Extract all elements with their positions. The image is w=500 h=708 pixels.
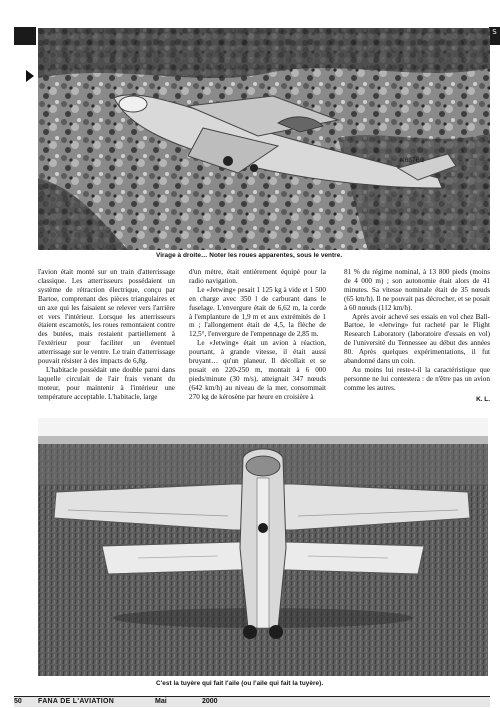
paragraph: Le «Jetwing» était un avion à réaction, pourtant, à grande vitesse, il était aussi bruyant… qu'un planeur. Il décollait et se posait en 220-250 m, montait à 6 000 pieds/minute (30 m/s), atteignait 347 nœuds (642 km/h) au niveau de la mer, consommait 270 kg de kérosène par heure en croisière à xyxy=(189,339,326,401)
photo-banking-aircraft xyxy=(38,28,490,250)
article-column-3 xyxy=(344,268,490,405)
corner-tab xyxy=(14,27,36,45)
paragraph: L'habitacle possédait une double paroi dans laquelle circulait de l'air frais venant du moteur, pour maintenir à l'intérieur une température acceptable. L'habitacle, large xyxy=(38,365,175,401)
photo-aircraft-on-grass xyxy=(38,418,488,676)
magazine-title: FANA DE L'AVIATION xyxy=(38,698,115,705)
grass-field-image xyxy=(38,418,488,676)
rocky-background-image xyxy=(38,28,490,250)
author-signature: K. L. xyxy=(476,395,490,403)
page-number: 50 xyxy=(14,698,22,705)
paragraph: Au moins lui reste-t-il la caractéristique que personne ne lui contestera : de n'être pas un avion comme les autres. xyxy=(344,365,490,392)
article-column-2 xyxy=(189,268,326,402)
article-column-1 xyxy=(38,268,175,402)
paragraph: Après avoir achevé ses essais en vol chez Ball-Bartoe, le «Jetwing» fut racheté par le Flight Research Laboratory (laboratoire d'essais en vol) de l'université du Tennessee au début des années 80. Après quelques expérimentations, il fut abandonné dans un coin. xyxy=(344,312,490,366)
paragraph: l'avion était monté sur un train d'atterrissage classique. Les atterrisseurs possédaient un système de rétraction électrique, conçu par Bartoe, comprenant des pièces triangulaires et un axe qui les faisaient se relever vers l'arrière et vers l'intérieur. Lorsque les atterrisseurs étaient escamotés, les roues remontaient contre des butées, mais restaient partiellement à l'extérieur pour faciliter un éventuel atterrissage sur le ventre. Le train d'atterrissage pouvait résister à des impacts de 6,8g. xyxy=(38,268,175,366)
caption-top-photo: Virage à droite… Noter les roues apparentes, sous le ventre. xyxy=(156,252,343,259)
caption-bottom-photo: C'est la tuyère qui fait l'aile (ou l'aile qui fait la tuyère). xyxy=(156,680,324,687)
paragraph: d'un mètre, était entièrement équipé pour la radio navigation. xyxy=(189,268,326,285)
aircraft-registration: N637BC xyxy=(400,157,425,164)
edge-mark: S xyxy=(489,27,500,45)
issue-year: 2000 xyxy=(202,698,218,705)
arrow-icon xyxy=(26,70,34,82)
issue-month: Mai xyxy=(155,698,167,705)
paragraph: 81 % du régime nominal, à 13 800 pieds (moins de 4 000 m) ; son autonomie était alors de 41 minutes. Sa vitesse nominale était de 35 nœuds (65 km/h). Il ne pouvait pas décrocher, et se posait à 60 nœuds (112 km/h). xyxy=(344,268,490,312)
paragraph: Le «Jetwing» pesait 1 125 kg à vide et 1 500 en charge avec 350 l de carburant dans le fuselage. L'envergure était de 6,62 m, la corde à l'emplanture de 1,9 m et aux extrémités de 1 m ; l'allongement était de 4,5, la flèche de 12,5°, l'envergure de l'empennage de 2,85 m. xyxy=(189,285,326,339)
